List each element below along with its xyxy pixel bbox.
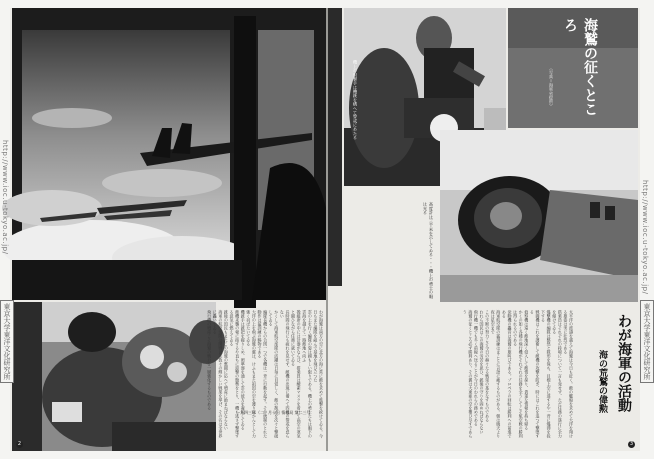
text-line: 飛行機の増産こそ海鷲の戦力を一層強化するものである <box>207 310 213 410</box>
photo-dark-strip <box>328 8 342 286</box>
right-margin-url: http://www.ioc.u-tokyo.ac.jp/ <box>641 180 649 295</box>
text-line: 編隊長機からの合図一つで各機は一斉に行動を起す。その統制のとれた動作は猛訓練の賜物である <box>257 310 269 438</box>
text-line: 爆撃機の編隊は整然と隊形を保ち、目標上空に達するや一斉に爆弾を投下する <box>541 310 552 438</box>
text-line: 大洋の上を飛ぶ海鷲の翼は、けふもまた祖国の空を護り抜かんとして力強く羽ばたいてゐる <box>246 310 257 438</box>
text-line: 機銃手は銃把を握りしめ、照準器を通して雲の彼方を凝視してゐる <box>240 310 246 430</box>
text-line: 銃後の国民もまたこの海鷲の奮闘に応へて増産に励まねばならない <box>223 310 229 430</box>
text-line: 搭乗員はそれぞれの持場について一言も発せず、ただ任務の遂行に全力を傾けてゐる <box>552 310 563 438</box>
text-line: かくして海軍航空部隊の活躍は日毎に目覚しく、敵の拠点を次々と撃破してゐる <box>268 310 280 438</box>
photo-bomber-formation <box>12 8 326 300</box>
text-line: 敵機来襲の報に接するや直ちに迎撃の態勢をとり、一機も逃さず撃墜する意気に燃えてゐる <box>229 310 241 438</box>
headline-sub: 海の荒鷲の偉勲 <box>597 350 607 413</box>
text-line: 海軍の航空部隊は開戦以来数々の輝かしい戦果を挙げ、その名は全世界に轟いてゐる <box>212 310 224 438</box>
page-number-right: 3 <box>629 441 634 447</box>
text-line: 戦闘機はこれを護衛して敵機の攻撃を防ぎ、時にはこれを追つて撃墜する <box>529 310 541 438</box>
title-subtitle: （写真＝海軍省提供） <box>549 66 554 108</box>
text-line: 発動機の轟音は海鷲の雄叫びである。プロペラの回転は勝利への前進である <box>501 310 513 438</box>
text-line: 長時間の飛行にも疲れを見せず、敵機の出現に備へて四周の警戒を怠らない <box>279 310 291 438</box>
text-line: われら国民はこの海鷲の労苦を思ひ、銃後の守りを固めねばならない <box>479 310 485 434</box>
text-line: かくの如く各種の飛行機がそれぞれの任務を全うしてこそ航空戦の勝利は得られるのである <box>513 310 524 438</box>
headline-main: わが海軍の活動 <box>616 314 632 412</box>
right-body-text <box>334 310 574 440</box>
text-line: この不断の努力こそ今日の赫々たる戦果の基をなすものである <box>485 310 491 422</box>
right-archive-stamp: 東京大学東洋文化研究所 <box>640 300 654 383</box>
photo-caption-gunner: 機上の射撃手は機銃を構へて警戒にあたる <box>353 60 358 140</box>
text-line: 偵察機は遠く敵地深く侵入して敵情を探り、貴重な情報を持ち帰る <box>524 310 530 430</box>
left-archive-stamp: 東京大学東洋文化研究所 <box>0 300 14 383</box>
text-line: 海軍航空隊の猛訓練はまことに言語に絶するものがある。朝は暁天より夜は星空まで <box>490 310 502 438</box>
text-line: 海鷲の征くところ必ず勝利あり。その翼は大東亜の空を覆ひ尽すであらう <box>462 310 474 438</box>
text-line: 飛行機一機でも多く前線へ送ることが今日のわれらの務めである <box>473 310 479 426</box>
photo-aircrew-cockpit <box>12 302 216 451</box>
text-line: 操縦席の中には計器がならび、搭乗員は酸素マスクを着けて高空の寒気と闘ひながら任務に就いてゐる <box>291 310 302 438</box>
text-line: わが海鷲は南方の空に北方の海に常に敵を求めて進撃を続けてゐる。今日もまた編隊を組んで基地を飛び立つた <box>313 310 324 438</box>
page-number-left: 2 <box>17 441 22 447</box>
page-title: 海鷲の征くところ <box>562 18 598 116</box>
left-body-text <box>207 310 324 438</box>
text-line: 太平洋の波濤を越えて海鷲は今日も征く。敵の艦船を求めて大洋を翔ける雄姿は実に壮烈である <box>563 310 574 438</box>
left-margin-url: http://www.ioc.u-tokyo.ac.jp/ <box>1 140 9 255</box>
left-bottom-caption: 一九四三年（二）月十日 情報局 第二三号 <box>236 410 311 415</box>
text-line: 雲の上を行く編隊の姿は頼もしい限りである。機上の勇士たちは眼下の雲海を越えて一路敵地へ向ふ <box>302 310 313 438</box>
photo-aircraft-engine <box>440 130 638 302</box>
photo-caption-altimeter: 高度計は三千米を示してゐる・・・機上の勇士の眼は光る <box>423 202 434 299</box>
